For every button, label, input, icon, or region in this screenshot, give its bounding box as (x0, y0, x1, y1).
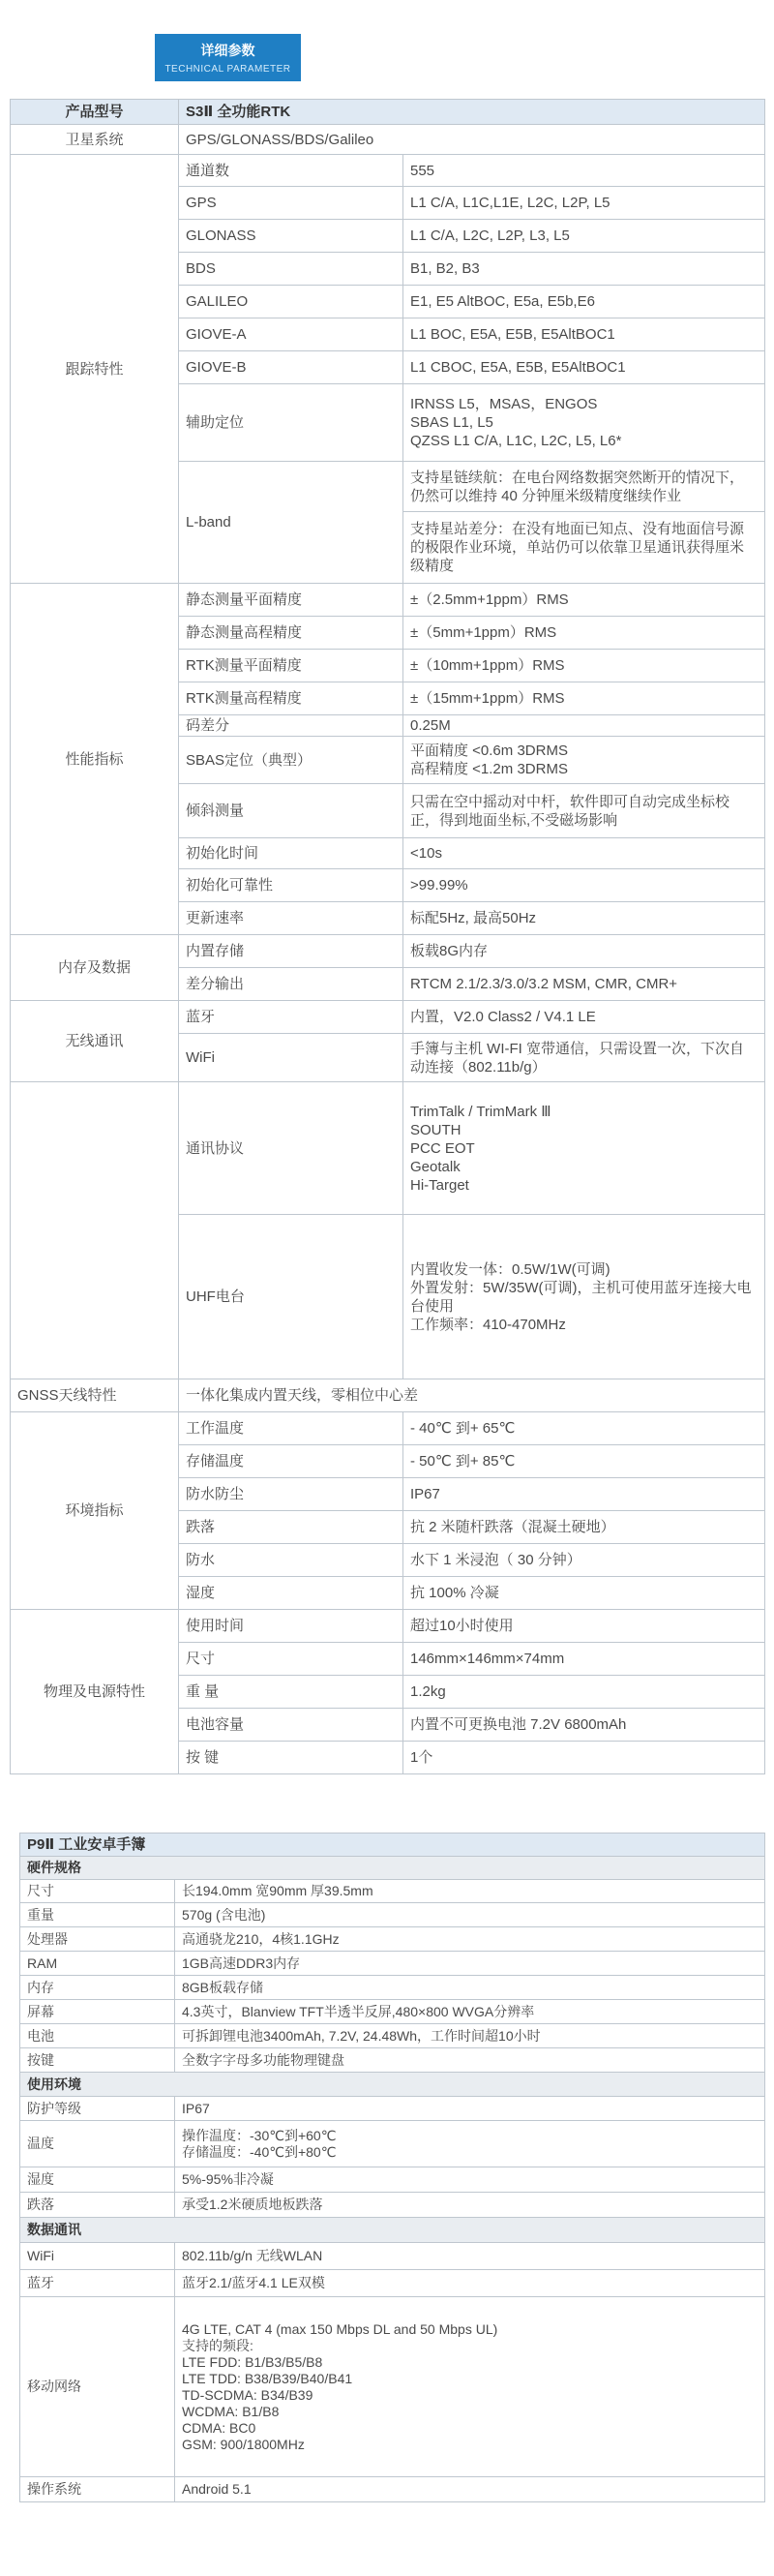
section-heading: 使用环境 (20, 2073, 765, 2097)
param-name: 跌落 (20, 2193, 175, 2218)
param-name: 蓝牙 (179, 1001, 403, 1034)
table-row (20, 1857, 765, 1880)
param-name: SBAS定位（典型） (179, 737, 403, 784)
param-value: 水下 1 米浸泡（ 30 分钟） (403, 1544, 765, 1577)
param-name: GIOVE-B (179, 351, 403, 384)
param-value: 只需在空中摇动对中杆，软件即可自动完成坐标校正，得到地面坐标,不受磁场影响 (403, 784, 765, 838)
param-value: 手簿与主机 WI-FI 宽带通信，只需设置一次，下次自动连接（802.11b/g） (403, 1034, 765, 1082)
table-row (20, 1834, 765, 1857)
param-value: ±（10mm+1ppm）RMS (403, 650, 765, 682)
param-name: 倾斜测量 (179, 784, 403, 838)
s3-spec-table (10, 99, 765, 1774)
param-value: 支持星站差分：在没有地面已知点、没有地面信号源的极限作业环境，单站仍可以依靠卫星通讯获得厘米级精度 (403, 512, 765, 584)
param-name: 电池 (20, 2024, 175, 2048)
param-name: 静态测量高程精度 (179, 617, 403, 650)
param-value: RTCM 2.1/2.3/3.0/3.2 MSM, CMR, CMR+ (403, 968, 765, 1001)
table-row (20, 2477, 765, 2502)
param-value: 1GB高速DDR3内存 (175, 1952, 765, 1976)
param-value: 1.2kg (403, 1676, 765, 1709)
param-value: IP67 (403, 1478, 765, 1511)
param-value: 平面精度 <0.6m 3DRMS 高程精度 <1.2m 3DRMS (403, 737, 765, 784)
spec-value: S3Ⅱ 全功能RTK (179, 100, 765, 125)
table-row (11, 1379, 765, 1412)
param-value: 1个 (403, 1742, 765, 1774)
group-label: GNSS天线特性 (11, 1379, 179, 1412)
param-name: UHF电台 (179, 1215, 403, 1379)
param-name: 使用时间 (179, 1610, 403, 1643)
param-value: Android 5.1 (175, 2477, 765, 2502)
section-header-badge (155, 34, 301, 81)
table-row (11, 1082, 765, 1215)
section-heading: 数据通讯 (20, 2218, 765, 2243)
table-row (11, 1412, 765, 1445)
param-name: 内置存储 (179, 935, 403, 968)
param-name: 按键 (20, 2048, 175, 2073)
table-row (20, 2097, 765, 2121)
param-name: 通讯协议 (179, 1082, 403, 1215)
param-name: 屏幕 (20, 2000, 175, 2024)
param-value: 内置收发一体：0.5W/1W(可调) 外置发射：5W/35W(可调)，主机可使用蓝牙连接大电台使用 工作频率：410-470MHz (403, 1215, 765, 1379)
table-row (11, 125, 765, 155)
param-value: 超过10小时使用 (403, 1610, 765, 1643)
param-value: 内置不可更换电池 7.2V 6800mAh (403, 1709, 765, 1742)
group-label-empty (11, 1082, 179, 1379)
param-name: L-band (179, 462, 403, 584)
param-value: 570g (含电池) (175, 1903, 765, 1927)
param-name: 湿度 (20, 2167, 175, 2193)
param-value: 4G LTE, CAT 4 (max 150 Mbps DL and 50 Mbps UL) 支持的频段: LTE FDD: B1/B3/B5/B8 LTE TDD: B38/B39/B40/B41 TD-SCDMA: B34/B39 WCDMA: B1/B8 CDMA: BC0 GSM: 900/1800MHz (175, 2297, 765, 2477)
table-row (11, 584, 765, 617)
param-name: 湿度 (179, 1577, 403, 1610)
param-value: 全数字字母多功能物理键盘 (175, 2048, 765, 2073)
param-name: 尺寸 (179, 1643, 403, 1676)
param-value: 抗 2 米随杆跌落（混凝土硬地） (403, 1511, 765, 1544)
table-row (20, 1976, 765, 2000)
param-name: 更新速率 (179, 902, 403, 935)
table-row (20, 2073, 765, 2097)
group-label: 性能指标 (11, 584, 179, 935)
table-row (11, 1610, 765, 1643)
table-row (20, 2000, 765, 2024)
param-value: 5%-95%非冷凝 (175, 2167, 765, 2193)
table-row (20, 2218, 765, 2243)
param-name: GPS (179, 187, 403, 220)
param-value: 操作温度：-30℃到+60℃ 存储温度：-40℃到+80℃ (175, 2121, 765, 2167)
param-value: L1 BOC, E5A, E5B, E5AltBOC1 (403, 318, 765, 351)
table-row (20, 2193, 765, 2218)
param-name: RTK测量高程精度 (179, 682, 403, 715)
spec-label: 产品型号 (11, 100, 179, 125)
table-title: P9Ⅱ 工业安卓手簿 (20, 1834, 765, 1857)
param-value: 长194.0mm 宽90mm 厚39.5mm (175, 1880, 765, 1903)
param-name: GALILEO (179, 286, 403, 318)
param-value: B1, B2, B3 (403, 253, 765, 286)
param-name: RTK测量平面精度 (179, 650, 403, 682)
section-title-en: TECHNICAL PARAMETER (164, 64, 291, 75)
section-title-zh: 详细参数 (200, 43, 255, 58)
param-name: 通道数 (179, 155, 403, 187)
param-value: 可拆卸锂电池3400mAh, 7.2V, 24.48Wh，工作时间超10小时 (175, 2024, 765, 2048)
param-name: 操作系统 (20, 2477, 175, 2502)
param-name: 电池容量 (179, 1709, 403, 1742)
param-name: 码差分 (179, 715, 403, 737)
table-row (20, 2270, 765, 2297)
param-value: <10s (403, 838, 765, 869)
param-value: - 50℃ 到+ 85℃ (403, 1445, 765, 1478)
param-name: 温度 (20, 2121, 175, 2167)
param-value: TrimTalk / TrimMark Ⅲ SOUTH PCC EOT Geotalk Hi-Target (403, 1082, 765, 1215)
param-name: 处理器 (20, 1927, 175, 1952)
param-name: 静态测量平面精度 (179, 584, 403, 617)
table-row (20, 2297, 765, 2477)
table-row (20, 1903, 765, 1927)
table-row (11, 935, 765, 968)
table-row (11, 155, 765, 187)
param-value: ±（2.5mm+1ppm）RMS (403, 584, 765, 617)
param-value: IRNSS L5，MSAS，ENGOS SBAS L1, L5 QZSS L1 C/A, L1C, L2C, L5, L6* (403, 384, 765, 462)
param-name: GLONASS (179, 220, 403, 253)
param-name: 防护等级 (20, 2097, 175, 2121)
param-name: 内存 (20, 1976, 175, 2000)
param-value: 抗 100% 冷凝 (403, 1577, 765, 1610)
param-value: 146mm×146mm×74mm (403, 1643, 765, 1676)
param-name: GIOVE-A (179, 318, 403, 351)
param-name: 重 量 (179, 1676, 403, 1709)
group-label: 物理及电源特性 (11, 1610, 179, 1774)
param-name: 初始化时间 (179, 838, 403, 869)
table-row (20, 1927, 765, 1952)
group-label: 无线通讯 (11, 1001, 179, 1082)
param-value: - 40℃ 到+ 65℃ (403, 1412, 765, 1445)
param-name: 按 键 (179, 1742, 403, 1774)
spec-value: GPS/GLONASS/BDS/Galileo (179, 125, 765, 155)
param-name: RAM (20, 1952, 175, 1976)
param-name: 防水 (179, 1544, 403, 1577)
param-name: 初始化可靠性 (179, 869, 403, 902)
param-value: 一体化集成内置天线，零相位中心差 (179, 1379, 765, 1412)
table-row (20, 1880, 765, 1903)
param-value: 承受1.2米硬质地板跌落 (175, 2193, 765, 2218)
param-value: 标配5Hz, 最高50Hz (403, 902, 765, 935)
table-row (11, 1001, 765, 1034)
param-name: WiFi (20, 2243, 175, 2270)
table-row (20, 1952, 765, 1976)
param-value: 板载8G内存 (403, 935, 765, 968)
table-row (20, 2048, 765, 2073)
param-value: 内置，V2.0 Class2 / V4.1 LE (403, 1001, 765, 1034)
spec-label: 卫星系统 (11, 125, 179, 155)
param-value: ±（15mm+1ppm）RMS (403, 682, 765, 715)
param-name: 防水防尘 (179, 1478, 403, 1511)
param-value: 555 (403, 155, 765, 187)
param-name: BDS (179, 253, 403, 286)
table-row (20, 2024, 765, 2048)
param-name: 移动网络 (20, 2297, 175, 2477)
param-name: 差分输出 (179, 968, 403, 1001)
param-name: 尺寸 (20, 1880, 175, 1903)
param-value: IP67 (175, 2097, 765, 2121)
group-label: 跟踪特性 (11, 155, 179, 584)
param-value: 802.11b/g/n 无线WLAN (175, 2243, 765, 2270)
param-value: 4.3英寸，Blanview TFT半透半反屏,480×800 WVGA分辨率 (175, 2000, 765, 2024)
table-row (11, 100, 765, 125)
param-value: E1, E5 AltBOC, E5a, E5b,E6 (403, 286, 765, 318)
table-row (20, 2167, 765, 2193)
section-heading: 硬件规格 (20, 1857, 765, 1880)
param-value: 8GB板载存储 (175, 1976, 765, 2000)
param-value: 蓝牙2.1/蓝牙4.1 LE双模 (175, 2270, 765, 2297)
table-row (20, 2121, 765, 2167)
param-name: 重量 (20, 1903, 175, 1927)
param-name: 蓝牙 (20, 2270, 175, 2297)
param-name: 辅助定位 (179, 384, 403, 462)
param-name: 跌落 (179, 1511, 403, 1544)
param-name: 工作温度 (179, 1412, 403, 1445)
group-label: 环境指标 (11, 1412, 179, 1610)
param-value: L1 C/A, L1C,L1E, L2C, L2P, L5 (403, 187, 765, 220)
param-value: L1 C/A, L2C, L2P, L3, L5 (403, 220, 765, 253)
param-value: 0.25M (403, 715, 765, 737)
p9-spec-table (19, 1833, 765, 2502)
param-value: ±（5mm+1ppm）RMS (403, 617, 765, 650)
group-label: 内存及数据 (11, 935, 179, 1001)
param-value: L1 CBOC, E5A, E5B, E5AltBOC1 (403, 351, 765, 384)
param-value: 支持星链续航：在电台网络数据突然断开的情况下，仍然可以维持 40 分钟厘米级精度继续作业 (403, 462, 765, 512)
param-value: 高通骁龙210，4核1.1GHz (175, 1927, 765, 1952)
param-value: >99.99% (403, 869, 765, 902)
param-name: 存储温度 (179, 1445, 403, 1478)
param-name: WiFi (179, 1034, 403, 1082)
table-row (20, 2243, 765, 2270)
